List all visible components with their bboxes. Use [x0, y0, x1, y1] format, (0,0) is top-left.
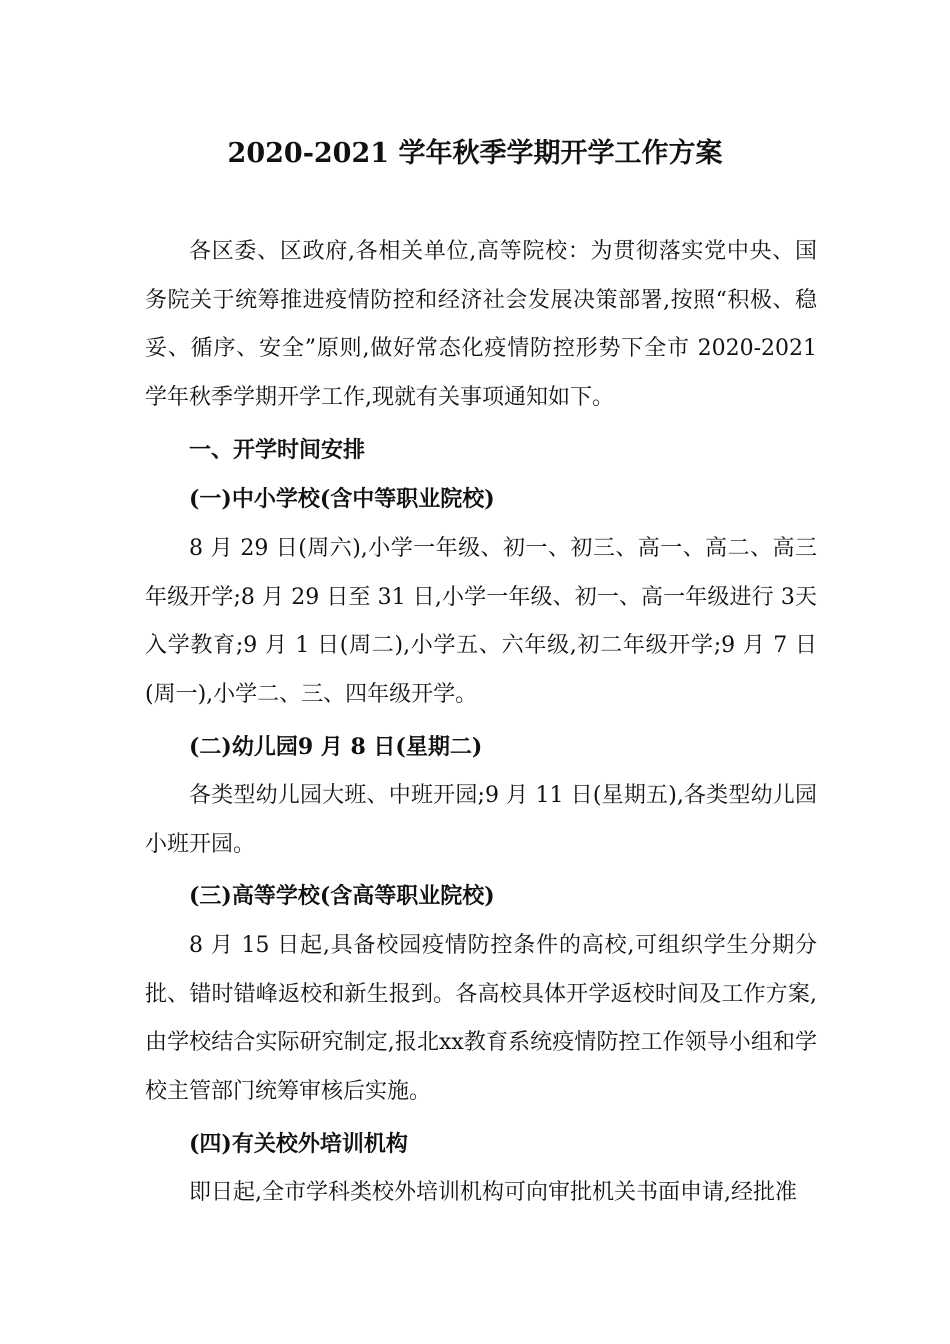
- document-title: 2020-2021 学年秋季学期开学工作方案: [227, 138, 723, 169]
- primary-secondary-paragraph: 8 月 29 日(周六),小学一年级、初一、初三、高一、高二、高三年级开学;8 月 29 日至 31 日,小学一年级、初一、高一年级进行 3天入学教育;9 月 1 日(周二),小学五、六年级,初二年级开学;9 月 7 日(周一),小学二、三、四年级开学。: [145, 536, 817, 707]
- higher-education-paragraph: 8 月 15 日起,具备校园疫情防控条件的高校,可组织学生分期分批、错时错峰返校和新生报到。各高校具体开学返校时间及工作方案,由学校结合实际研究制定,报北xx教育系统疫情防控工作领导小组和学校主管部门统筹审核后实施。: [145, 933, 817, 1104]
- intro-paragraph: 各区委、区政府,各相关单位,高等院校：为贯彻落实党中央、国务院关于统筹推进疫情防控和经济社会发展决策部署,按照“积极、稳妥、循序、安全”原则,做好常态化疫情防控形势下全市 2020-2021 学年秋季学期开学工作,现就有关事项通知如下。: [145, 239, 817, 410]
- subsection-heading-kindergarten: (二)幼儿园9 月 8 日(星期二): [189, 734, 483, 760]
- kindergarten-paragraph: 各类型幼儿园大班、中班开园;9 月 11 日(星期五),各类型幼儿园小班开园。: [145, 783, 817, 857]
- subsection-heading-higher-education: (三)高等学校(含高等职业院校): [189, 883, 495, 909]
- subsection-heading-primary-secondary: (一)中小学校(含中等职业院校): [189, 486, 495, 512]
- section-heading-schedule: 一、开学时间安排: [189, 437, 366, 463]
- training-institutions-paragraph: 即日起,全市学科类校外培训机构可向审批机关书面申请,经批准: [189, 1180, 797, 1205]
- subsection-heading-training-institutions: (四)有关校外培训机构: [189, 1131, 408, 1157]
